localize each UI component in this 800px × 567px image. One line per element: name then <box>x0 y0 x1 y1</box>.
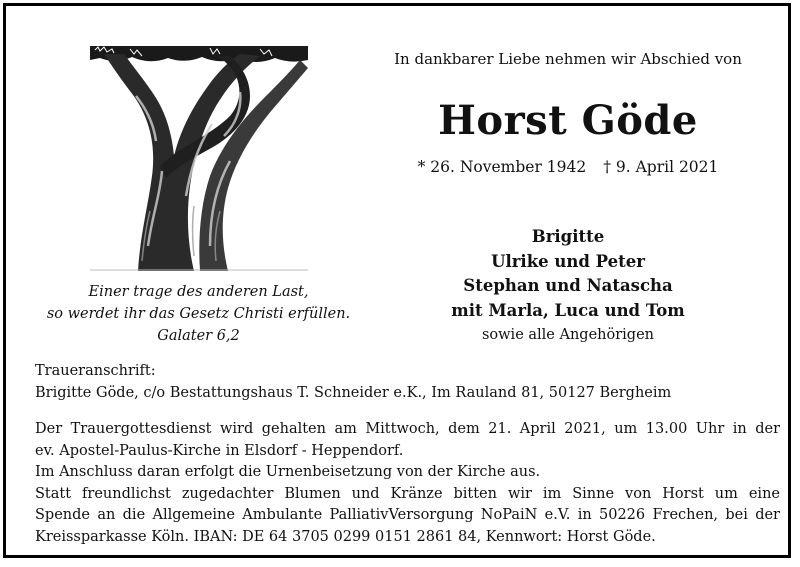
service-line: Kreissparkasse Köln. IBAN: DE 64 3705 0299 0151 2861 84, Kennwort: Horst Göde. <box>35 528 656 545</box>
family-line: mit Marla, Luca und Tom <box>451 300 685 320</box>
birth-date: * 26. November 1942 <box>417 158 587 176</box>
service-line: Der Trauergottesdienst wird gehalten am Mittwoch, dem 21. April 2021, um 13.00 Uhr in der <box>35 421 780 437</box>
service-line: ev. Apostel-Paulus-Kirche in Elsdorf - Heppendorf. <box>35 442 404 459</box>
address-label: Traueranschrift: <box>35 363 156 379</box>
tree-illustration <box>90 46 308 271</box>
life-dates <box>366 158 770 176</box>
family-line: Stephan und Natascha <box>463 276 673 295</box>
bible-quote <box>26 281 371 347</box>
address-value: Brigitte Göde, c/o Bestattungshaus T. Schneider e.K., Im Rauland 81, 50127 Bergheim <box>35 385 672 401</box>
deceased-name: Horst Göde <box>438 97 698 144</box>
family-line: Ulrike und Peter <box>491 251 645 271</box>
family-line: Brigitte <box>531 227 605 246</box>
death-date: † 9. April 2021 <box>603 158 719 176</box>
family-names <box>366 225 770 323</box>
quote-reference: Galater 6,2 <box>157 328 240 344</box>
service-line: Statt freundlichst zugedachter Blumen und Kränze bitten wir im Sinne von Horst um eine <box>35 485 780 502</box>
quote-line-2: so werdet ihr das Gesetz Christi erfüllen. <box>46 306 351 322</box>
intro-text: In dankbarer Liebe nehmen wir Abschied von <box>394 50 742 68</box>
quote-line-1: Einer trage des anderen Last, <box>88 284 309 300</box>
service-information <box>35 419 780 548</box>
service-line: Spende an die Allgemeine Ambulante PalliativVersorgung NoPaiN e.V. in 50226 Frechen, bei der <box>35 507 780 523</box>
relatives-text: sowie alle Angehörigen <box>481 327 655 343</box>
mourning-address <box>35 360 780 404</box>
obituary-card <box>3 3 791 558</box>
service-line: Im Anschluss daran erfolgt die Urnenbeisetzung von der Kirche aus. <box>35 464 541 480</box>
